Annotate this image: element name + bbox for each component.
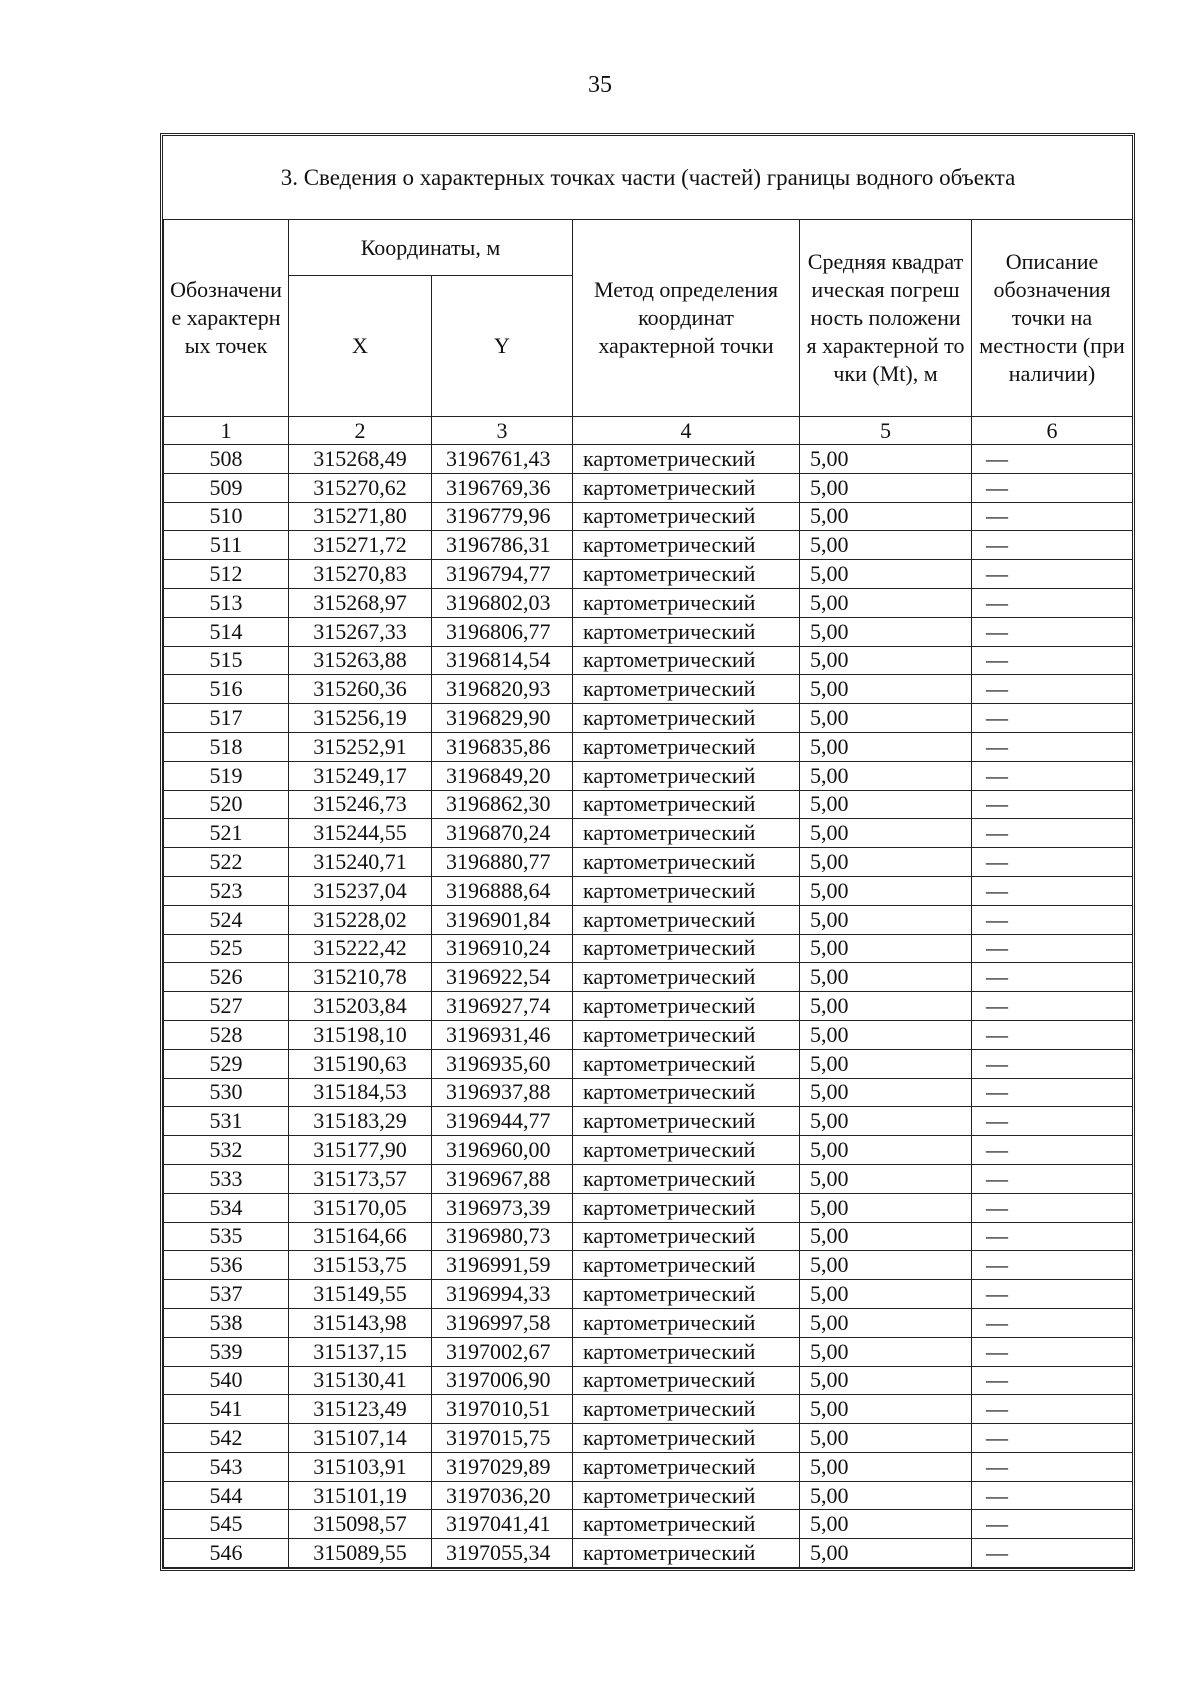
- column-number: 6: [972, 417, 1133, 445]
- method: картометрический: [573, 1308, 800, 1337]
- error-value: 5,00: [800, 992, 972, 1021]
- description: —: [972, 1539, 1133, 1568]
- method: картометрический: [573, 531, 800, 560]
- description: —: [972, 1251, 1133, 1280]
- method: картометрический: [573, 1107, 800, 1136]
- description: —: [972, 1424, 1133, 1453]
- method: картометрический: [573, 790, 800, 819]
- error-value: 5,00: [800, 473, 972, 502]
- error-value: 5,00: [800, 963, 972, 992]
- table-row: [164, 560, 1133, 589]
- coordinates-table: [163, 136, 1133, 1568]
- method: картометрический: [573, 934, 800, 963]
- table-row: [164, 1251, 1133, 1280]
- method: картометрический: [573, 1481, 800, 1510]
- method: картометрический: [573, 1366, 800, 1395]
- point-id: 522: [164, 848, 289, 877]
- error-value: 5,00: [800, 704, 972, 733]
- description: —: [972, 876, 1133, 905]
- description: —: [972, 1366, 1133, 1395]
- method: картометрический: [573, 963, 800, 992]
- column-number: 1: [164, 417, 289, 445]
- error-value: 5,00: [800, 531, 972, 560]
- description: —: [972, 473, 1133, 502]
- description: —: [972, 1395, 1133, 1424]
- coord-y: 3196922,54: [432, 963, 573, 992]
- coord-x: 315173,57: [289, 1164, 432, 1193]
- description: —: [972, 502, 1133, 531]
- method: картометрический: [573, 588, 800, 617]
- description: —: [972, 675, 1133, 704]
- coord-y: 3196802,03: [432, 588, 573, 617]
- coord-x: 315270,62: [289, 473, 432, 502]
- point-id: 515: [164, 646, 289, 675]
- point-id: 513: [164, 588, 289, 617]
- error-value: 5,00: [800, 588, 972, 617]
- method: картометрический: [573, 1539, 800, 1568]
- method: картометрический: [573, 1136, 800, 1165]
- method: картометрический: [573, 761, 800, 790]
- method: картометрический: [573, 473, 800, 502]
- table-row: [164, 675, 1133, 704]
- point-id: 545: [164, 1510, 289, 1539]
- coord-y: 3196931,46: [432, 1020, 573, 1049]
- description: —: [972, 646, 1133, 675]
- point-id: 534: [164, 1193, 289, 1222]
- coord-y: 3196769,36: [432, 473, 573, 502]
- method: картометрический: [573, 704, 800, 733]
- description: —: [972, 1078, 1133, 1107]
- table-row: [164, 1452, 1133, 1481]
- point-id: 512: [164, 560, 289, 589]
- description: —: [972, 1164, 1133, 1193]
- error-value: 5,00: [800, 675, 972, 704]
- point-id: 531: [164, 1107, 289, 1136]
- table-row: [164, 1424, 1133, 1453]
- coord-x: 315184,53: [289, 1078, 432, 1107]
- method: картометрический: [573, 732, 800, 761]
- error-value: 5,00: [800, 1193, 972, 1222]
- table-row: [164, 704, 1133, 733]
- method: картометрический: [573, 646, 800, 675]
- method: картометрический: [573, 560, 800, 589]
- coord-x: 315237,04: [289, 876, 432, 905]
- error-value: 5,00: [800, 790, 972, 819]
- description: —: [972, 761, 1133, 790]
- header-description: Описание обозначения точки на местности (при наличии): [972, 220, 1133, 417]
- column-number: 4: [573, 417, 800, 445]
- method: картометрический: [573, 1395, 800, 1424]
- error-value: 5,00: [800, 617, 972, 646]
- coord-x: 315089,55: [289, 1539, 432, 1568]
- error-value: 5,00: [800, 502, 972, 531]
- method: картометрический: [573, 1280, 800, 1309]
- coord-x: 315183,29: [289, 1107, 432, 1136]
- table-row: [164, 963, 1133, 992]
- error-value: 5,00: [800, 1049, 972, 1078]
- description: —: [972, 531, 1133, 560]
- error-value: 5,00: [800, 646, 972, 675]
- coord-y: 3197002,67: [432, 1337, 573, 1366]
- coord-y: 3196973,39: [432, 1193, 573, 1222]
- method: картометрический: [573, 1222, 800, 1251]
- coord-y: 3196997,58: [432, 1308, 573, 1337]
- description: —: [972, 1020, 1133, 1049]
- coord-y: 3196937,88: [432, 1078, 573, 1107]
- coord-y: 3197010,51: [432, 1395, 573, 1424]
- coord-y: 3196901,84: [432, 905, 573, 934]
- coordinates-table-frame: [160, 133, 1135, 1571]
- coord-y: 3196960,00: [432, 1136, 573, 1165]
- coord-x: 315107,14: [289, 1424, 432, 1453]
- coord-y: 3197015,75: [432, 1424, 573, 1453]
- coord-y: 3196994,33: [432, 1280, 573, 1309]
- method: картометрический: [573, 445, 800, 474]
- description: —: [972, 963, 1133, 992]
- error-value: 5,00: [800, 1280, 972, 1309]
- header-method: Метод определения координат характерной точки: [573, 220, 800, 417]
- coord-x: 315203,84: [289, 992, 432, 1021]
- point-id: 532: [164, 1136, 289, 1165]
- coord-x: 315137,15: [289, 1337, 432, 1366]
- point-id: 521: [164, 819, 289, 848]
- error-value: 5,00: [800, 848, 972, 877]
- table-row: [164, 848, 1133, 877]
- description: —: [972, 790, 1133, 819]
- coord-y: 3196862,30: [432, 790, 573, 819]
- point-id: 544: [164, 1481, 289, 1510]
- coord-y: 3196910,24: [432, 934, 573, 963]
- coord-x: 315164,66: [289, 1222, 432, 1251]
- table-row: [164, 876, 1133, 905]
- coord-y: 3196835,86: [432, 732, 573, 761]
- point-id: 517: [164, 704, 289, 733]
- column-number: 3: [432, 417, 573, 445]
- table-row: [164, 1366, 1133, 1395]
- coord-y: 3197036,20: [432, 1481, 573, 1510]
- coord-x: 315101,19: [289, 1481, 432, 1510]
- point-id: 528: [164, 1020, 289, 1049]
- point-id: 516: [164, 675, 289, 704]
- coord-x: 315170,05: [289, 1193, 432, 1222]
- coord-x: 315228,02: [289, 905, 432, 934]
- coord-y: 3196779,96: [432, 502, 573, 531]
- method: картометрический: [573, 1020, 800, 1049]
- column-number: 2: [289, 417, 432, 445]
- point-id: 530: [164, 1078, 289, 1107]
- description: —: [972, 1222, 1133, 1251]
- coord-y: 3196794,77: [432, 560, 573, 589]
- point-id: 525: [164, 934, 289, 963]
- table-row: [164, 905, 1133, 934]
- error-value: 5,00: [800, 876, 972, 905]
- coord-y: 3196829,90: [432, 704, 573, 733]
- coord-y: 3196944,77: [432, 1107, 573, 1136]
- coord-x: 315271,80: [289, 502, 432, 531]
- description: —: [972, 1193, 1133, 1222]
- coord-y: 3197055,34: [432, 1539, 573, 1568]
- error-value: 5,00: [800, 934, 972, 963]
- header-coordinates: Координаты, м: [289, 220, 573, 276]
- description: —: [972, 819, 1133, 848]
- table-row: [164, 761, 1133, 790]
- point-id: 535: [164, 1222, 289, 1251]
- error-value: 5,00: [800, 1366, 972, 1395]
- error-value: 5,00: [800, 732, 972, 761]
- table-row: [164, 1337, 1133, 1366]
- column-number: 5: [800, 417, 972, 445]
- table-row: [164, 1280, 1133, 1309]
- method: картометрический: [573, 905, 800, 934]
- description: —: [972, 560, 1133, 589]
- column-numbers-row: [164, 417, 1133, 445]
- table-title: 3. Сведения о характерных точках части (частей) границы водного объекта: [164, 136, 1133, 220]
- table-row: [164, 1193, 1133, 1222]
- coord-y: 3196870,24: [432, 819, 573, 848]
- coord-x: 315153,75: [289, 1251, 432, 1280]
- coord-x: 315123,49: [289, 1395, 432, 1424]
- coord-y: 3196761,43: [432, 445, 573, 474]
- coord-y: 3196927,74: [432, 992, 573, 1021]
- description: —: [972, 1308, 1133, 1337]
- coord-y: 3196967,88: [432, 1164, 573, 1193]
- table-row: [164, 1078, 1133, 1107]
- method: картометрический: [573, 1078, 800, 1107]
- error-value: 5,00: [800, 1164, 972, 1193]
- header-y: Y: [432, 276, 573, 417]
- table-row: [164, 992, 1133, 1021]
- table-row: [164, 531, 1133, 560]
- point-id: 518: [164, 732, 289, 761]
- coord-x: 315270,83: [289, 560, 432, 589]
- point-id: 539: [164, 1337, 289, 1366]
- description: —: [972, 1481, 1133, 1510]
- coord-x: 315198,10: [289, 1020, 432, 1049]
- table-row: [164, 617, 1133, 646]
- method: картометрический: [573, 992, 800, 1021]
- table-row: [164, 1510, 1133, 1539]
- coord-y: 3196814,54: [432, 646, 573, 675]
- error-value: 5,00: [800, 1452, 972, 1481]
- description: —: [972, 588, 1133, 617]
- error-value: 5,00: [800, 1078, 972, 1107]
- point-id: 540: [164, 1366, 289, 1395]
- error-value: 5,00: [800, 905, 972, 934]
- point-id: 514: [164, 617, 289, 646]
- error-value: 5,00: [800, 1337, 972, 1366]
- error-value: 5,00: [800, 1107, 972, 1136]
- description: —: [972, 617, 1133, 646]
- coord-y: 3196786,31: [432, 531, 573, 560]
- coord-y: 3196980,73: [432, 1222, 573, 1251]
- coord-x: 315263,88: [289, 646, 432, 675]
- error-value: 5,00: [800, 1510, 972, 1539]
- table-row: [164, 1308, 1133, 1337]
- point-id: 543: [164, 1452, 289, 1481]
- table-row: [164, 1049, 1133, 1078]
- table-row: [164, 1481, 1133, 1510]
- coord-y: 3196820,93: [432, 675, 573, 704]
- table-row: [164, 934, 1133, 963]
- method: картометрический: [573, 1510, 800, 1539]
- description: —: [972, 1049, 1133, 1078]
- coord-x: 315268,97: [289, 588, 432, 617]
- point-id: 546: [164, 1539, 289, 1568]
- method: картометрический: [573, 1424, 800, 1453]
- point-id: 509: [164, 473, 289, 502]
- method: картометрический: [573, 617, 800, 646]
- error-value: 5,00: [800, 819, 972, 848]
- description: —: [972, 905, 1133, 934]
- table-body: [164, 445, 1133, 1568]
- coord-x: 315130,41: [289, 1366, 432, 1395]
- table-row: [164, 819, 1133, 848]
- table-row: [164, 790, 1133, 819]
- coord-y: 3196806,77: [432, 617, 573, 646]
- method: картометрический: [573, 819, 800, 848]
- description: —: [972, 1107, 1133, 1136]
- method: картометрический: [573, 876, 800, 905]
- coord-y: 3196849,20: [432, 761, 573, 790]
- table-row: [164, 502, 1133, 531]
- description: —: [972, 934, 1133, 963]
- coord-x: 315098,57: [289, 1510, 432, 1539]
- table-row: [164, 646, 1133, 675]
- header-designation: Обозначение характерных точек: [164, 220, 289, 417]
- coord-x: 315249,17: [289, 761, 432, 790]
- error-value: 5,00: [800, 1481, 972, 1510]
- description: —: [972, 1136, 1133, 1165]
- error-value: 5,00: [800, 1222, 972, 1251]
- header-x: X: [289, 276, 432, 417]
- point-id: 510: [164, 502, 289, 531]
- error-value: 5,00: [800, 1395, 972, 1424]
- table-row: [164, 1136, 1133, 1165]
- method: картометрический: [573, 1164, 800, 1193]
- point-id: 542: [164, 1424, 289, 1453]
- table-row: [164, 1107, 1133, 1136]
- description: —: [972, 1452, 1133, 1481]
- point-id: 541: [164, 1395, 289, 1424]
- method: картометрический: [573, 848, 800, 877]
- coord-x: 315177,90: [289, 1136, 432, 1165]
- header-error: Средняя квадратическая погрешность положения характерной точки (Mt), м: [800, 220, 972, 417]
- description: —: [972, 1510, 1133, 1539]
- table-row: [164, 1395, 1133, 1424]
- point-id: 520: [164, 790, 289, 819]
- description: —: [972, 1337, 1133, 1366]
- point-id: 508: [164, 445, 289, 474]
- error-value: 5,00: [800, 1020, 972, 1049]
- table-row: [164, 732, 1133, 761]
- coord-x: 315143,98: [289, 1308, 432, 1337]
- coord-y: 3197029,89: [432, 1452, 573, 1481]
- description: —: [972, 992, 1133, 1021]
- coord-x: 315240,71: [289, 848, 432, 877]
- method: картометрический: [573, 1251, 800, 1280]
- method: картометрический: [573, 675, 800, 704]
- table-row: [164, 588, 1133, 617]
- error-value: 5,00: [800, 1136, 972, 1165]
- method: картометрический: [573, 1337, 800, 1366]
- coord-x: 315244,55: [289, 819, 432, 848]
- coord-x: 315103,91: [289, 1452, 432, 1481]
- point-id: 527: [164, 992, 289, 1021]
- point-id: 533: [164, 1164, 289, 1193]
- point-id: 523: [164, 876, 289, 905]
- point-id: 537: [164, 1280, 289, 1309]
- table-row: [164, 1164, 1133, 1193]
- coord-x: 315271,72: [289, 531, 432, 560]
- coord-x: 315210,78: [289, 963, 432, 992]
- coord-y: 3196888,64: [432, 876, 573, 905]
- description: —: [972, 1280, 1133, 1309]
- error-value: 5,00: [800, 1251, 972, 1280]
- coord-x: 315190,63: [289, 1049, 432, 1078]
- coord-x: 315222,42: [289, 934, 432, 963]
- table-row: [164, 1539, 1133, 1568]
- method: картометрический: [573, 1193, 800, 1222]
- coord-y: 3197041,41: [432, 1510, 573, 1539]
- error-value: 5,00: [800, 1539, 972, 1568]
- coord-x: 315149,55: [289, 1280, 432, 1309]
- description: —: [972, 732, 1133, 761]
- error-value: 5,00: [800, 761, 972, 790]
- coord-x: 315252,91: [289, 732, 432, 761]
- point-id: 511: [164, 531, 289, 560]
- method: картометрический: [573, 1049, 800, 1078]
- method: картометрический: [573, 502, 800, 531]
- method: картометрический: [573, 1452, 800, 1481]
- point-id: 529: [164, 1049, 289, 1078]
- error-value: 5,00: [800, 1424, 972, 1453]
- point-id: 538: [164, 1308, 289, 1337]
- point-id: 524: [164, 905, 289, 934]
- table-row: [164, 1222, 1133, 1251]
- page-number: 35: [588, 72, 612, 98]
- error-value: 5,00: [800, 445, 972, 474]
- point-id: 536: [164, 1251, 289, 1280]
- coord-x: 315256,19: [289, 704, 432, 733]
- description: —: [972, 704, 1133, 733]
- error-value: 5,00: [800, 1308, 972, 1337]
- description: —: [972, 848, 1133, 877]
- coord-x: 315260,36: [289, 675, 432, 704]
- table-row: [164, 473, 1133, 502]
- coord-y: 3197006,90: [432, 1366, 573, 1395]
- coord-x: 315246,73: [289, 790, 432, 819]
- point-id: 519: [164, 761, 289, 790]
- table-row: [164, 1020, 1133, 1049]
- coord-y: 3196935,60: [432, 1049, 573, 1078]
- description: —: [972, 445, 1133, 474]
- coord-y: 3196991,59: [432, 1251, 573, 1280]
- point-id: 526: [164, 963, 289, 992]
- coord-x: 315267,33: [289, 617, 432, 646]
- coord-x: 315268,49: [289, 445, 432, 474]
- table-row: [164, 445, 1133, 474]
- error-value: 5,00: [800, 560, 972, 589]
- coord-y: 3196880,77: [432, 848, 573, 877]
